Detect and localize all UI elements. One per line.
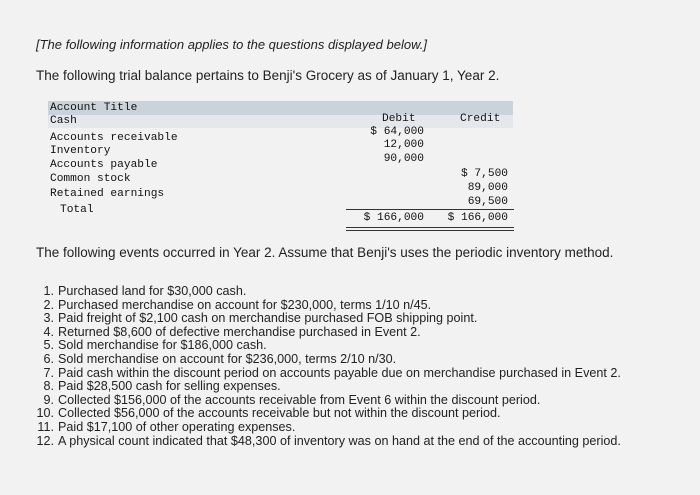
list-item [32, 353, 621, 367]
event-text: A physical count indicated that $48,300 of inventory was on hand at the end of the accounting period. [58, 433, 621, 448]
event-text: Paid freight of $2,100 cash on merchandise purchased FOB shipping point. [58, 311, 478, 326]
event-text: Returned $8,600 of defective merchandise purchased in Event 2. [58, 324, 421, 339]
list-item [32, 435, 621, 449]
total-label: Total [60, 204, 94, 216]
event-number: 1. [43, 284, 54, 298]
event-text: Paid cash within the discount period on accounts payable due on merchandise purchased in Event 2. [58, 365, 621, 380]
event-text: Collected $56,000 of the accounts receivable but not within the discount period. [58, 406, 501, 421]
account-common-stock: Common stock [50, 173, 131, 185]
trial-balance-table [48, 101, 513, 231]
events-list [32, 285, 621, 448]
credit-retained-earnings: 69,500 [467, 196, 508, 208]
total-credit: $ 166,000 [447, 212, 508, 224]
events-intro: The following events occurred in Year 2. Assume that Benji's uses the periodic inventory method. [36, 245, 614, 260]
event-number: 8. [43, 379, 54, 394]
account-accounts-receivable: Accounts receivable [50, 132, 178, 144]
event-text: Sold merchandise for $186,000 cash. [58, 338, 267, 353]
credit-accounts-payable: $ 7,500 [461, 168, 508, 180]
event-number: 4. [43, 324, 54, 339]
event-text: Purchased land for $30,000 cash. [58, 284, 247, 298]
account-inventory: Inventory [50, 145, 111, 157]
event-number: 5. [43, 338, 54, 353]
col-header-debit: Debit [382, 113, 416, 125]
total-double-rule [346, 227, 514, 231]
event-text: Paid $17,100 of other operating expenses. [58, 419, 296, 434]
list-item [32, 367, 621, 381]
debit-inventory: 90,000 [383, 153, 424, 165]
event-number: 6. [43, 351, 54, 366]
event-number: 10. [36, 406, 54, 421]
event-number: 3. [43, 311, 54, 326]
col-header-account-title: Account Title [50, 102, 138, 114]
event-number: 11. [37, 419, 54, 434]
account-retained-earnings: Retained earnings [50, 188, 165, 200]
event-text: Collected $156,000 of the accounts receivable from Event 6 within the discount period. [58, 392, 541, 407]
header-band-secondary [48, 115, 513, 128]
subtotal-rule [346, 209, 514, 210]
account-cash: Cash [50, 115, 77, 127]
debit-accounts-receivable: 12,000 [383, 139, 424, 151]
trial-balance-lead: The following trial balance pertains to Benji's Grocery as of January 1, Year 2. [36, 68, 500, 83]
col-header-credit: Credit [460, 113, 501, 125]
account-accounts-payable: Accounts payable [50, 159, 158, 171]
event-number: 12. [36, 433, 54, 448]
list-item [32, 285, 621, 299]
list-item [32, 407, 621, 421]
intro-note: [The following information applies to the questions displayed below.] [36, 37, 427, 52]
event-number: 9. [43, 392, 54, 407]
debit-cash: $ 64,000 [370, 126, 424, 138]
event-number: 2. [43, 297, 54, 312]
list-item [32, 421, 621, 435]
credit-common-stock: 89,000 [467, 182, 508, 194]
event-text: Purchased merchandise on account for $230,000, terms 1/10 n/45. [58, 297, 432, 312]
list-item [32, 380, 621, 394]
list-item [32, 394, 621, 408]
list-item [32, 339, 621, 353]
list-item [32, 312, 621, 326]
event-text: Sold merchandise on account for $236,000, terms 2/10 n/30. [58, 351, 397, 366]
event-number: 7. [43, 365, 54, 380]
event-text: Paid $28,500 cash for selling expenses. [58, 379, 281, 394]
total-debit: $ 166,000 [363, 212, 424, 224]
list-item [32, 299, 621, 313]
list-item [32, 326, 621, 340]
